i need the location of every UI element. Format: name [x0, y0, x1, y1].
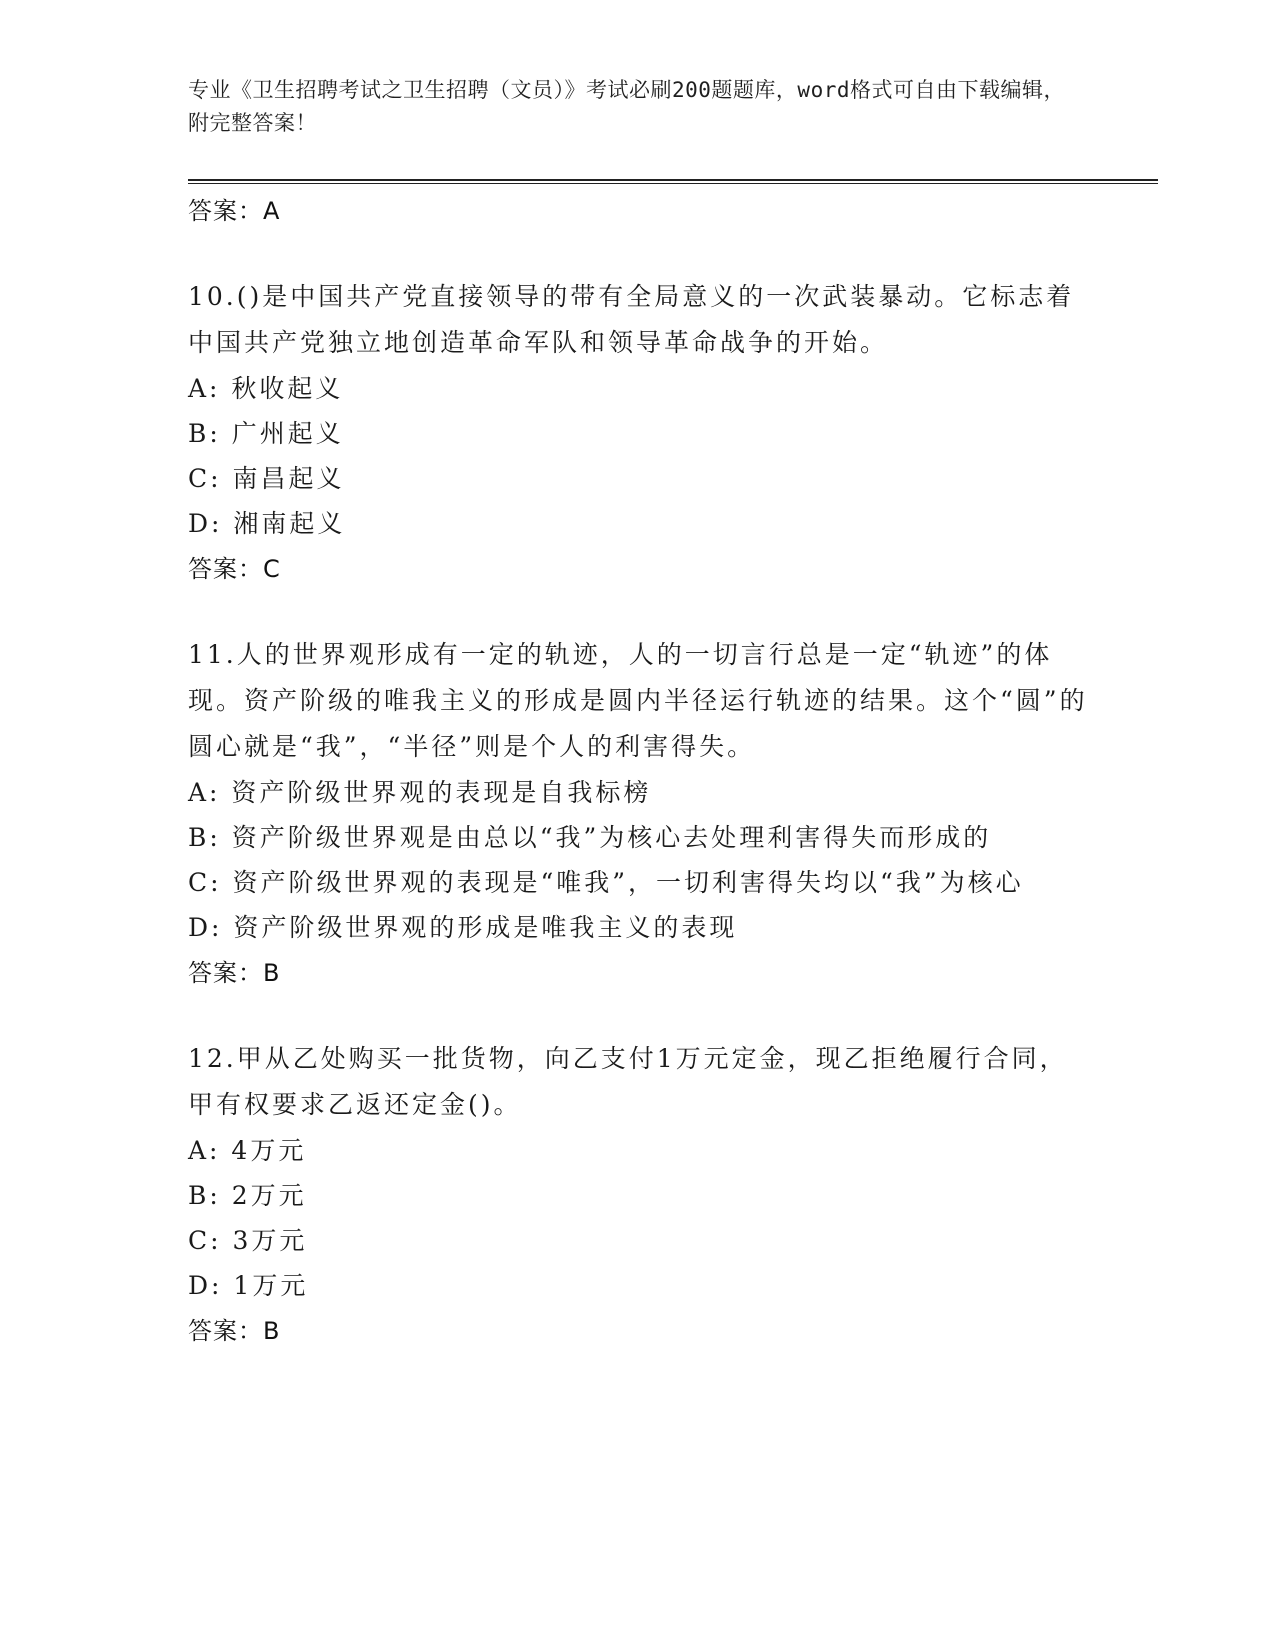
question-12 — [188, 1036, 1088, 1354]
option-b: B: 广州起义 — [188, 419, 344, 448]
option-c: C: 资产阶级世界观的表现是“唯我”，一切利害得失均以“我”为核心 — [188, 868, 1024, 897]
option-a: A: 秋收起义 — [188, 374, 344, 403]
question-stem: 12.甲从乙处购买一批货物，向乙支付1万元定金，现乙拒绝履行合同，甲有权要求乙返还定金()。 — [188, 1044, 1068, 1119]
option-c: C: 3万元 — [188, 1226, 308, 1255]
option-d: D: 资产阶级世界观的形成是唯我主义的表现 — [188, 913, 738, 942]
option-d: D: 湘南起义 — [188, 509, 346, 538]
option-b: B: 资产阶级世界观是由总以“我”为核心去处理利害得失而形成的 — [188, 823, 992, 852]
question-stem: 10.()是中国共产党直接领导的带有全局意义的一次武装暴动。它标志着中国共产党独立地创造革命军队和领导革命战争的开始。 — [188, 282, 1075, 357]
document-header: 专业《卫生招聘考试之卫生招聘（文员）》考试必刷200题题库，word格式可自由下载编辑，附完整答案！ — [188, 78, 1065, 135]
question-stem: 11.人的世界观形成有一定的轨迹，人的一切言行总是一定“轨迹”的体现。资产阶级的唯我主义的形成是圆内半径运行轨迹的结果。这个“圆”的圆心就是“我”，“半径”则是个人的利害得失。 — [188, 640, 1088, 761]
question-list — [188, 188, 1088, 1354]
previous-answer: 答案：A — [188, 197, 281, 225]
option-b: B: 2万元 — [188, 1181, 307, 1210]
question-10 — [188, 274, 1088, 592]
answer: 答案：C — [188, 555, 281, 583]
header-rule-thin — [188, 183, 1158, 184]
answer: 答案：B — [188, 1317, 281, 1345]
answer: 答案：B — [188, 959, 281, 987]
option-a: A: 资产阶级世界观的表现是自我标榜 — [188, 778, 652, 807]
option-d: D: 1万元 — [188, 1271, 309, 1300]
question-11 — [188, 632, 1088, 996]
option-c: C: 南昌起义 — [188, 464, 345, 493]
option-a: A: 4万元 — [188, 1136, 307, 1165]
header-rule-thick — [188, 179, 1158, 181]
